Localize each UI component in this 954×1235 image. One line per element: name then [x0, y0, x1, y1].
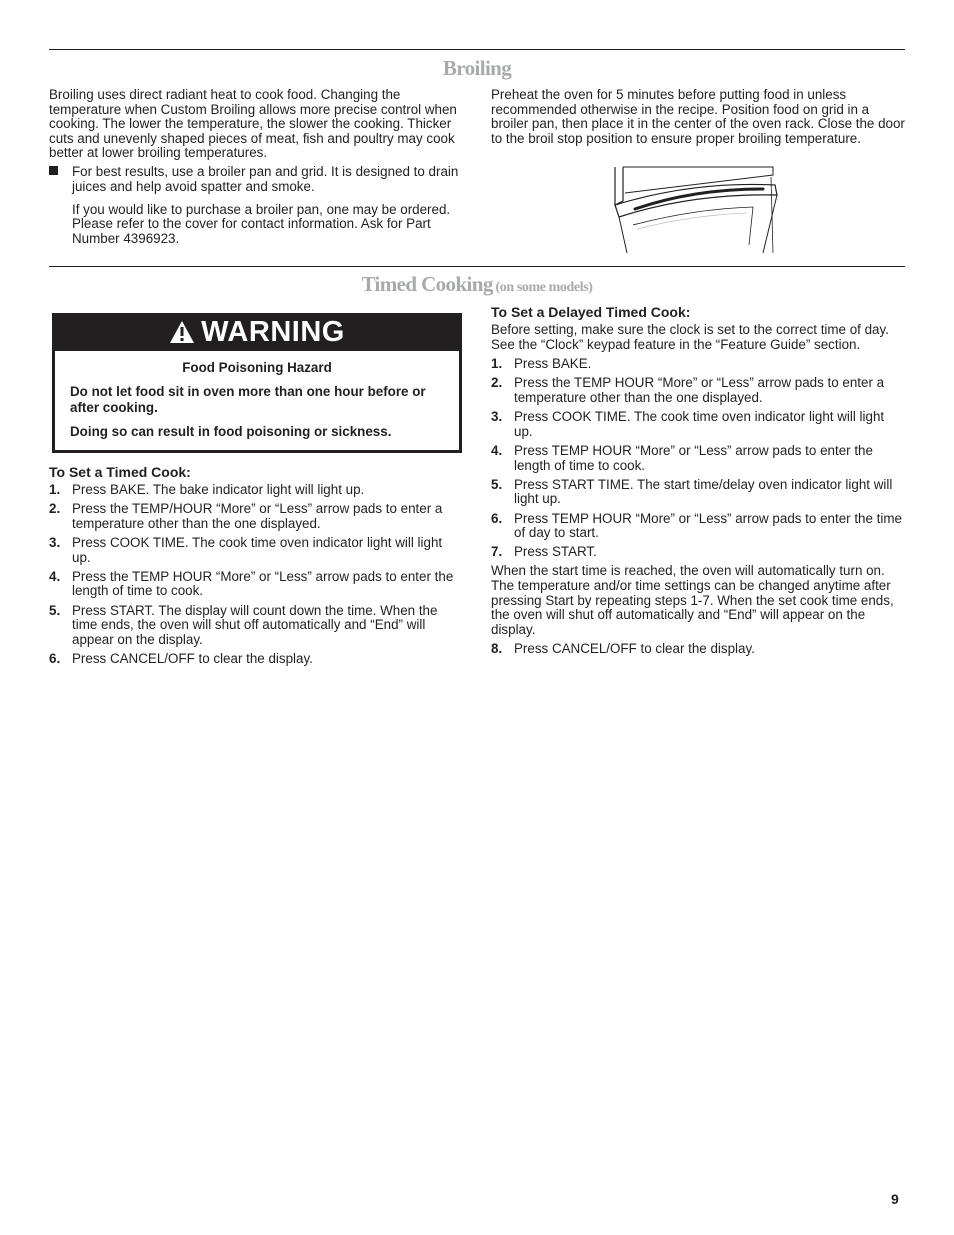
list-item: 7. Press START.	[491, 544, 597, 560]
broiler-pan-purchase: If you would like to purchase a broiler pan, one may be ordered. Please refer to the cover for contact information. Ask for Part Number 4396923.	[72, 201, 451, 246]
list-item: 1. Press BAKE.	[491, 356, 592, 372]
delayed-cook-steps	[491, 357, 905, 560]
square-bullet-icon	[49, 166, 58, 175]
warning-box	[52, 313, 462, 453]
timed-cook-heading: To Set a Timed Cook:	[49, 464, 191, 480]
warning-label: WARNING	[201, 315, 345, 348]
broiling-left-column	[49, 88, 464, 246]
list-item: 5. Press START TIME. The start time/delay oven indicator light will light up.	[491, 476, 893, 507]
broiling-intro: Broiling uses direct radiant heat to cook food. Changing the temperature when Custom Broiling allows more precise control when cooking. The lower the temperature, the slower the cooking. Thicker cuts and unevenly shaped pieces of meat, fish and poultry may cook better at lower broiling temperatures.	[49, 87, 457, 161]
middle-rule	[49, 266, 905, 267]
list-item: 8. Press CANCEL/OFF to clear the display.	[491, 640, 755, 656]
list-item: 6. Press CANCEL/OFF to clear the display.	[49, 650, 313, 666]
broiling-title: Broiling	[442, 56, 512, 80]
list-item: 3. Press COOK TIME. The cook time oven indicator light will light up.	[49, 534, 443, 565]
delayed-cook-after: When the start time is reached, the oven will automatically turn on. The temperature and/or time settings can be changed anytime after pressing Start by repeating steps 1-7. When the set cook time ends, the oven will shut off automatically and “End” will appear on the display.	[491, 563, 894, 637]
list-item: 3. Press COOK TIME. The cook time oven indicator light will light up.	[491, 409, 885, 439]
list-item: 2. Press the TEMP HOUR “More” or “Less” arrow pads to enter a temperature other than the one displayed.	[491, 375, 885, 405]
timed-cooking-subtitle: (on some models)	[495, 280, 593, 295]
oven-door-broil-stop-illustration	[613, 165, 779, 253]
timed-cook-steps	[49, 483, 462, 667]
warning-body	[55, 351, 459, 440]
broiler-pan-bullet-text: For best results, use a broiler pan and grid. It is designed to drain juices and help avoid spatter and smoke.	[72, 164, 459, 195]
delayed-cook-final-step	[491, 642, 905, 657]
delayed-cook-section	[491, 304, 905, 661]
list-item: 1. Press BAKE. The bake indicator light will light up.	[49, 482, 365, 497]
broiling-preheat: Preheat the oven for 5 minutes before putting food in unless recommended otherwise in the recipe. Position food on grid in a broiler pan, then place it in the center of the oven rack. Close the door to the broil stop position to ensure proper broiling temperature.	[491, 87, 905, 146]
delayed-cook-heading: To Set a Delayed Timed Cook:	[491, 304, 691, 320]
page-number: 9	[891, 1191, 899, 1207]
warning-line-2: Doing so can result in food poisoning or sickness.	[70, 424, 392, 439]
top-rule	[49, 49, 905, 50]
list-item: 4. Press the TEMP HOUR “More” or “Less” arrow pads to enter the length of time to cook.	[49, 568, 454, 599]
timed-cook-section	[49, 464, 462, 671]
warning-header	[55, 313, 459, 351]
list-item: 6. Press TEMP HOUR “More” or “Less” arrow pads to enter the time of day to start.	[491, 510, 902, 541]
delayed-cook-intro: Before setting, make sure the clock is set to the correct time of day. See the “Clock” keypad feature in the “Feature Guide” section.	[491, 322, 889, 352]
list-item: 5. Press START. The display will count down the time. When the time ends, the oven will shut off automatically and “End” will appear on the display.	[49, 602, 438, 647]
list-item: 2. Press the TEMP/HOUR “More” or “Less” arrow pads to enter a temperature other than the one displayed.	[49, 501, 443, 531]
broiling-right-column	[491, 88, 905, 146]
warning-triangle-icon	[169, 320, 195, 344]
broiler-pan-bullet	[49, 165, 464, 194]
warning-hazard: Food Poisoning Hazard	[182, 360, 332, 375]
warning-line-1: Do not let food sit in oven more than one hour before or after cooking.	[70, 384, 426, 415]
timed-cooking-title: Timed Cooking (on some models)	[361, 272, 593, 296]
list-item: 4. Press TEMP HOUR “More” or “Less” arrow pads to enter the length of time to cook.	[491, 442, 873, 473]
